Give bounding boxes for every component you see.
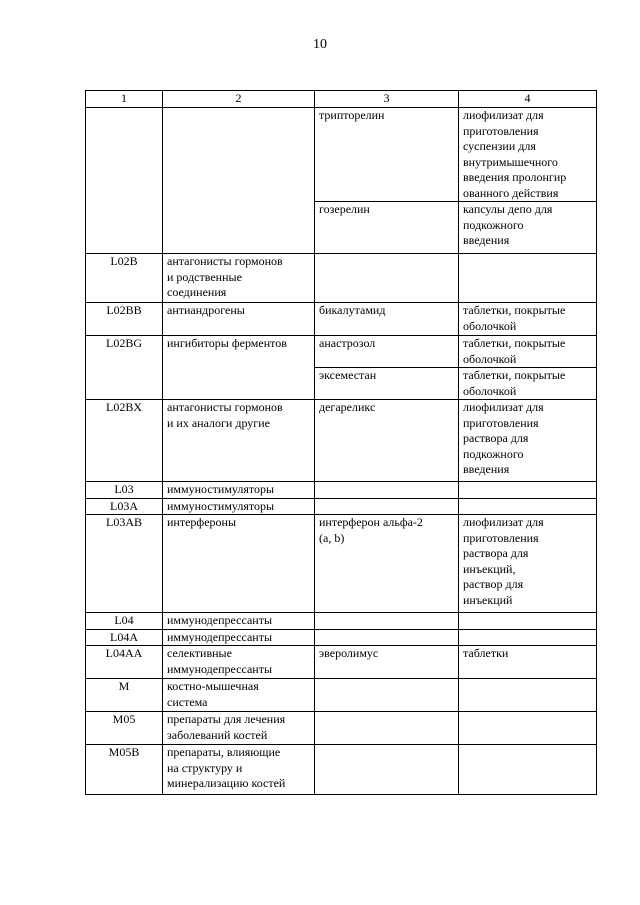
table-row: [86, 745, 597, 795]
column-header: 2: [163, 91, 315, 108]
drug-name-cell: [315, 482, 459, 499]
dosage-form-cell: [459, 629, 597, 646]
dosage-form-cell: [459, 712, 597, 745]
table-row: [86, 336, 597, 368]
atc-code-cell: L04AA: [86, 646, 163, 679]
dosage-form-cell: лиофилизат для приготовления раствора для подкожного введения: [459, 400, 597, 482]
column-header: 4: [459, 91, 597, 108]
drug-table: [85, 90, 597, 795]
dosage-form-cell: [459, 482, 597, 499]
group-name-cell: костно-мышечная система: [163, 679, 315, 712]
atc-code-cell: L04A: [86, 629, 163, 646]
atc-code-cell: L02B: [86, 254, 163, 303]
table-row: [86, 108, 597, 202]
group-name-cell: [163, 108, 315, 254]
group-name-cell: интерфероны: [163, 515, 315, 613]
atc-code-cell: L03: [86, 482, 163, 499]
group-name-cell: препараты для лечения заболеваний костей: [163, 712, 315, 745]
dosage-form-cell: таблетки: [459, 646, 597, 679]
table-row: [86, 303, 597, 336]
dosage-form-cell: таблетки, покрытые оболочкой: [459, 303, 597, 336]
drug-name-cell: дегареликс: [315, 400, 459, 482]
drug-name-cell: [315, 679, 459, 712]
column-header: 1: [86, 91, 163, 108]
dosage-form-cell: таблетки, покрытые оболочкой: [459, 336, 597, 368]
drug-name-cell: [315, 629, 459, 646]
table-row: [86, 400, 597, 482]
group-name-cell: ингибиторы ферментов: [163, 336, 315, 400]
group-name-cell: селективные иммунодепрессанты: [163, 646, 315, 679]
drug-name-cell: [315, 712, 459, 745]
atc-code-cell: M: [86, 679, 163, 712]
drug-name-cell: бикалутамид: [315, 303, 459, 336]
dosage-form-cell: лиофилизат для приготовления суспензии для внутримышечного введения пролонгир ованного действия: [459, 108, 597, 202]
drug-name-cell: анастрозол: [315, 336, 459, 368]
table-row: [86, 712, 597, 745]
atc-code-cell: L03A: [86, 498, 163, 515]
dosage-form-cell: [459, 745, 597, 795]
drug-name-cell: [315, 498, 459, 515]
group-name-cell: иммуностимуляторы: [163, 498, 315, 515]
drug-name-cell: [315, 613, 459, 630]
atc-code-cell: M05: [86, 712, 163, 745]
table-header-row: [86, 91, 597, 108]
dosage-form-cell: [459, 679, 597, 712]
group-name-cell: антагонисты гормонов и их аналоги другие: [163, 400, 315, 482]
drug-name-cell: эверолимус: [315, 646, 459, 679]
atc-code-cell: [86, 108, 163, 254]
group-name-cell: иммунодепрессанты: [163, 613, 315, 630]
table-row: [86, 498, 597, 515]
table-row: [86, 515, 597, 613]
drug-name-cell: [315, 745, 459, 795]
dosage-form-cell: [459, 613, 597, 630]
table-row: [86, 254, 597, 303]
dosage-form-cell: капсулы депо для подкожного введения: [459, 202, 597, 254]
group-name-cell: антагонисты гормонов и родственные соединения: [163, 254, 315, 303]
atc-code-cell: L03AB: [86, 515, 163, 613]
atc-code-cell: M05B: [86, 745, 163, 795]
dosage-form-cell: лиофилизат для приготовления раствора для инъекций, раствор для инъекций: [459, 515, 597, 613]
drug-name-cell: гозерелин: [315, 202, 459, 254]
table-row: [86, 679, 597, 712]
column-header: 3: [315, 91, 459, 108]
table-row: [86, 646, 597, 679]
drug-name-cell: трипторелин: [315, 108, 459, 202]
table-row: [86, 613, 597, 630]
drug-name-cell: эксеместан: [315, 368, 459, 400]
drug-name-cell: [315, 254, 459, 303]
group-name-cell: препараты, влияющие на структуру и минерализацию костей: [163, 745, 315, 795]
dosage-form-cell: [459, 498, 597, 515]
dosage-form-cell: [459, 254, 597, 303]
atc-code-cell: L04: [86, 613, 163, 630]
group-name-cell: антиандрогены: [163, 303, 315, 336]
atc-code-cell: L02BB: [86, 303, 163, 336]
drug-name-cell: интерферон альфа-2 (a, b): [315, 515, 459, 613]
table-row: [86, 482, 597, 499]
dosage-form-cell: таблетки, покрытые оболочкой: [459, 368, 597, 400]
atc-code-cell: L02BG: [86, 336, 163, 400]
page-number: 10: [313, 37, 327, 52]
group-name-cell: иммуностимуляторы: [163, 482, 315, 499]
atc-code-cell: L02BX: [86, 400, 163, 482]
table-row: [86, 629, 597, 646]
group-name-cell: иммунодепрессанты: [163, 629, 315, 646]
